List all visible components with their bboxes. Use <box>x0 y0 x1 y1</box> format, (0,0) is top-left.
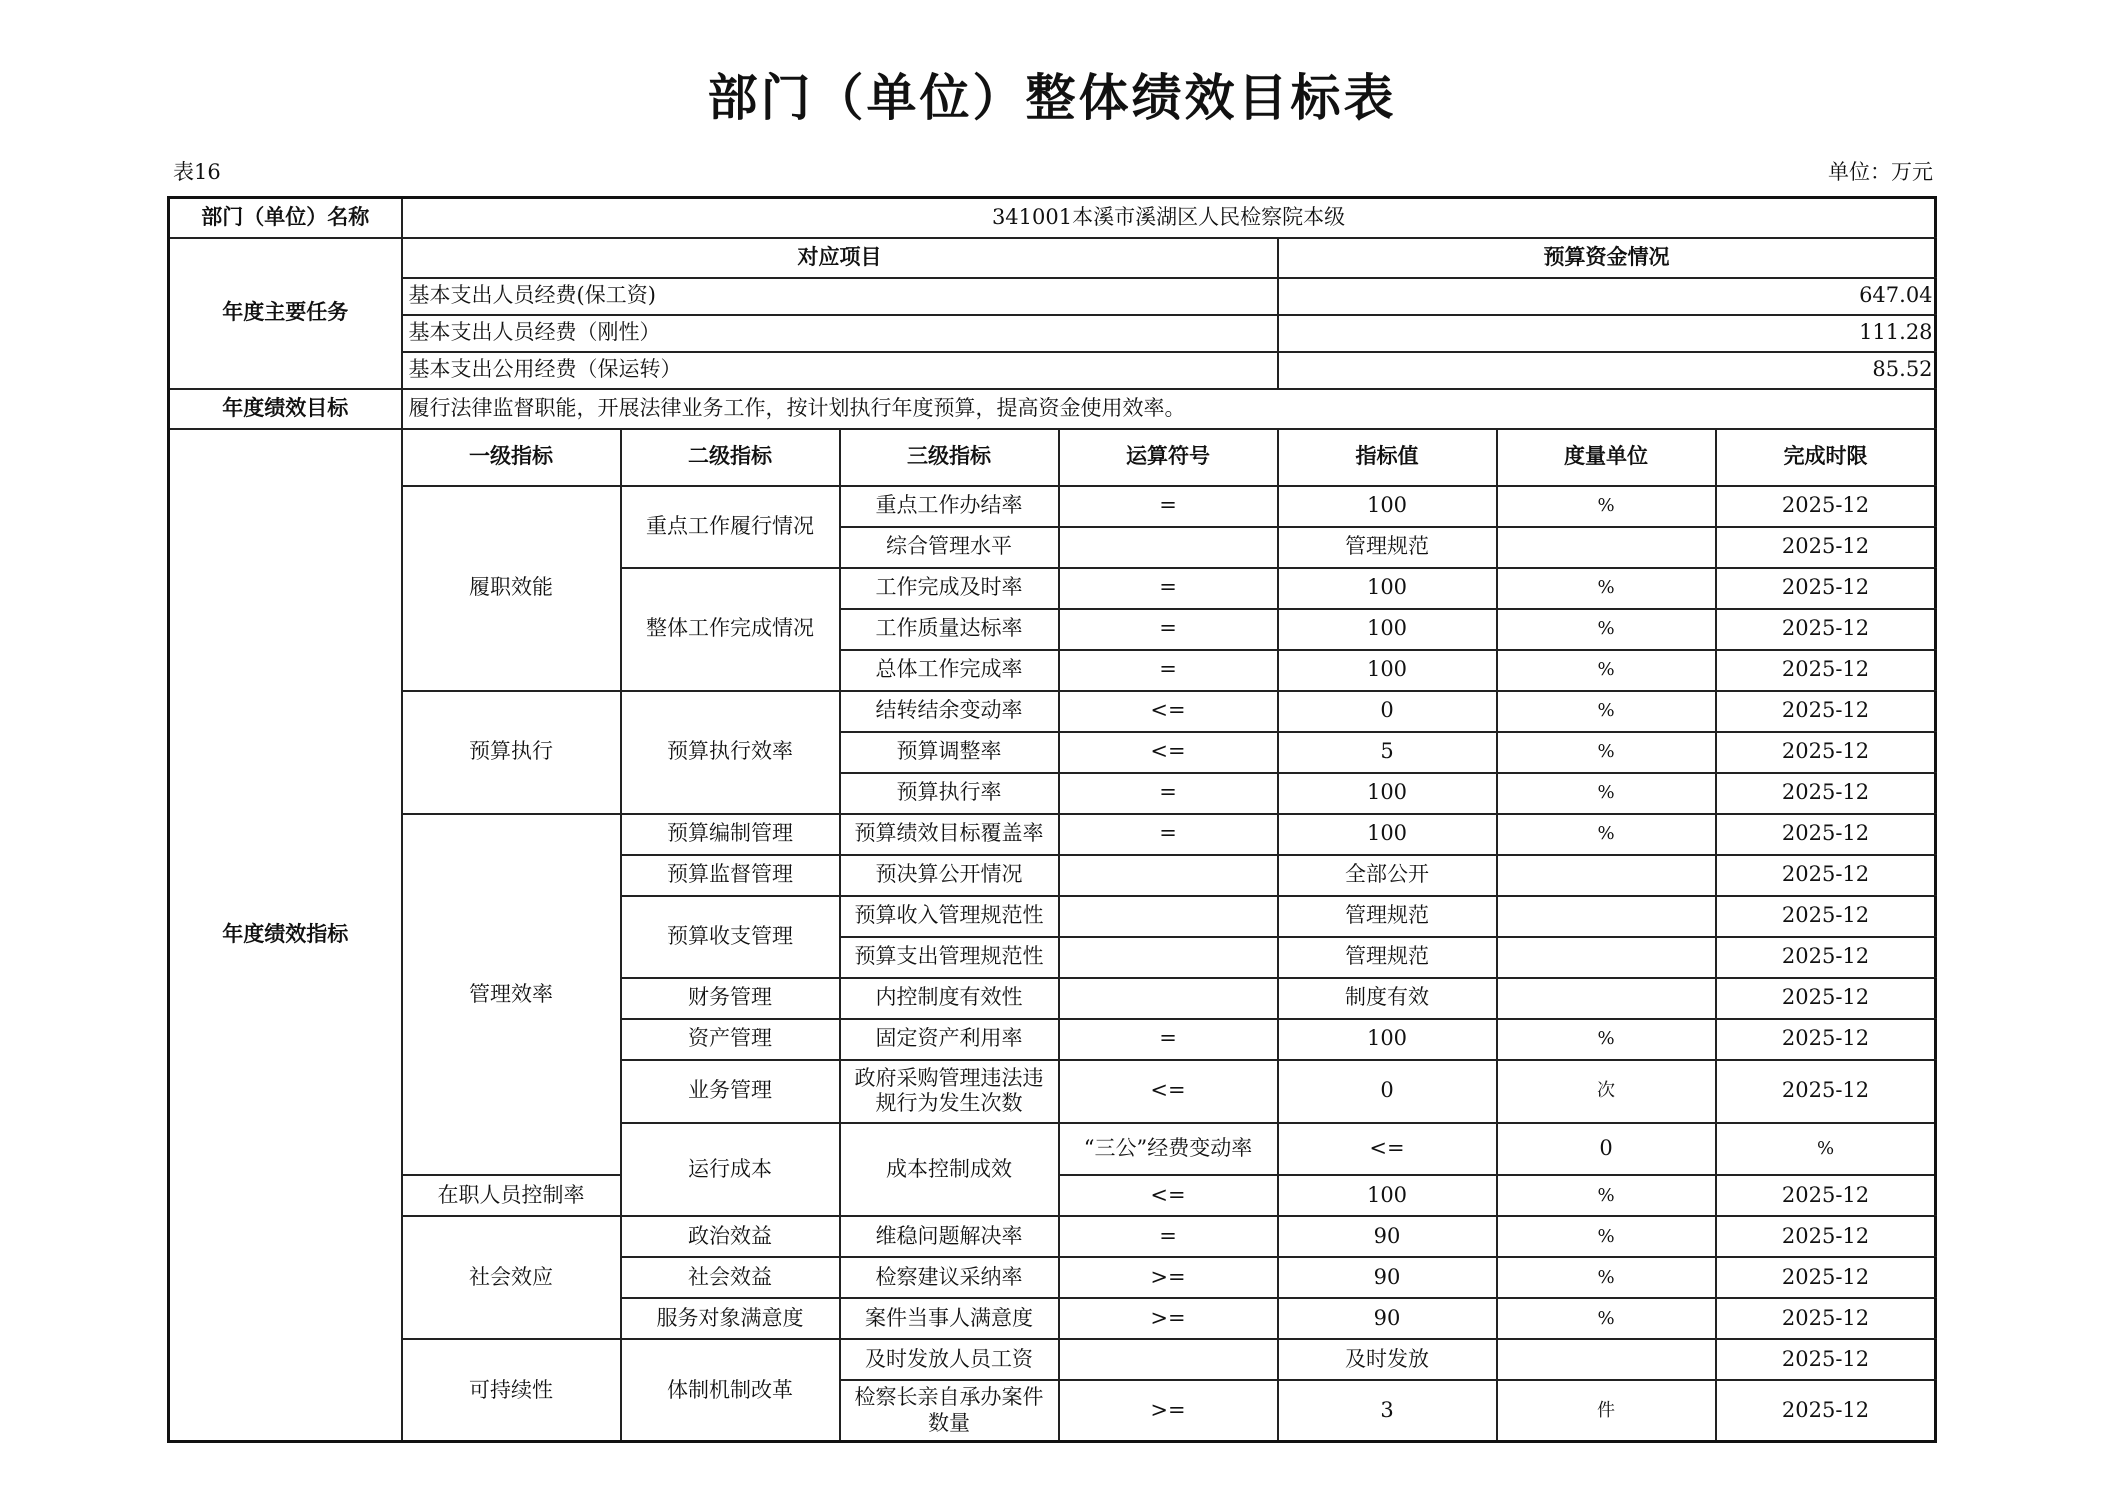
indicator-deadline: 2025-12 <box>1716 732 1936 773</box>
indicator-deadline: 2025-12 <box>1716 978 1936 1019</box>
table-number: 表16 <box>173 160 221 184</box>
indicator-level2: 预算编制管理 <box>621 814 840 855</box>
dept-name-value: 341001本溪市溪湖区人民检察院本级 <box>402 198 1936 238</box>
header-operator: 运算符号 <box>1059 429 1278 486</box>
indicator-operator: = <box>1059 609 1278 650</box>
indicator-unit <box>1497 855 1716 896</box>
indicator-level2: 服务对象满意度 <box>621 1298 840 1339</box>
indicator-deadline: 2025-12 <box>1716 896 1936 937</box>
header-unit: 度量单位 <box>1497 429 1716 486</box>
indicator-value: 管理规范 <box>1278 527 1497 568</box>
task-item: 基本支出人员经费(保工资) <box>402 278 1278 315</box>
dept-name-row <box>169 198 1936 238</box>
indicator-deadline: 2025-12 <box>1716 855 1936 896</box>
indicator-operator: <= <box>1059 1060 1278 1123</box>
indicator-operator <box>1059 896 1278 937</box>
tasks-header-row <box>169 238 1936 278</box>
indicator-unit: % <box>1497 814 1716 855</box>
indicator-deadline: 2025-12 <box>1716 1380 1936 1442</box>
indicator-value: 100 <box>1278 1175 1497 1216</box>
header-l2: 二级指标 <box>621 429 840 486</box>
indicator-level2: 重点工作履行情况 <box>621 486 840 568</box>
indicator-value: 90 <box>1278 1216 1497 1257</box>
indicator-level1: 社会效应 <box>402 1216 621 1339</box>
indicator-level3: 综合管理水平 <box>840 527 1059 568</box>
indicator-level3: “三公”经费变动率 <box>1059 1123 1278 1175</box>
indicator-deadline: 2025-12 <box>1716 1175 1936 1216</box>
indicator-value: 100 <box>1278 814 1497 855</box>
indicator-row <box>169 814 1936 855</box>
indicator-level3: 预算收入管理规范性 <box>840 896 1059 937</box>
indicator-level2: 预算收支管理 <box>621 896 840 978</box>
indicator-level1: 运行成本 <box>621 1123 840 1216</box>
task-item: 基本支出人员经费（刚性） <box>402 315 1278 352</box>
indicator-deadline: 2025-12 <box>1716 609 1936 650</box>
indicator-operator: = <box>1059 1019 1278 1060</box>
unit-label: 单位：万元 <box>1828 160 1933 184</box>
indicator-level2: 整体工作完成情况 <box>621 568 840 691</box>
task-row <box>169 352 1936 389</box>
indicator-unit: % <box>1497 1216 1716 1257</box>
indicator-value: 管理规范 <box>1278 937 1497 978</box>
header-deadline: 完成时限 <box>1716 429 1936 486</box>
task-amount: 111.28 <box>1278 315 1936 352</box>
indicator-unit: % <box>1497 486 1716 527</box>
indicator-value: 90 <box>1278 1298 1497 1339</box>
annual-tasks-label: 年度主要任务 <box>169 238 402 389</box>
indicator-unit: % <box>1497 1257 1716 1298</box>
indicator-level2: 政治效益 <box>621 1216 840 1257</box>
performance-table <box>167 196 1937 1443</box>
indicator-level2: 预算执行效率 <box>621 691 840 814</box>
task-amount: 85.52 <box>1278 352 1936 389</box>
goal-row <box>169 389 1936 429</box>
indicator-unit: % <box>1497 568 1716 609</box>
indicator-level3: 及时发放人员工资 <box>840 1339 1059 1380</box>
indicator-level1: 预算执行 <box>402 691 621 814</box>
indicator-deadline: 2025-12 <box>1716 568 1936 609</box>
indicator-unit <box>1497 937 1716 978</box>
indicator-level3: 政府采购管理违法违规行为发生次数 <box>840 1060 1059 1123</box>
indicator-value: 0 <box>1278 1060 1497 1123</box>
indicator-level1: 可持续性 <box>402 1339 621 1442</box>
indicator-level2: 体制机制改革 <box>621 1339 840 1442</box>
task-row <box>169 278 1936 315</box>
indicator-value: 100 <box>1278 486 1497 527</box>
page-title: 部门（单位）整体绩效目标表 <box>707 69 1397 127</box>
indicator-level2: 资产管理 <box>621 1019 840 1060</box>
header-l3: 三级指标 <box>840 429 1059 486</box>
indicator-level3: 检察长亲自承办案件数量 <box>840 1380 1059 1442</box>
tasks-budget-header: 预算资金情况 <box>1278 238 1936 278</box>
indicator-deadline: 2025-12 <box>1716 650 1936 691</box>
tasks-item-header: 对应项目 <box>402 238 1278 278</box>
indicator-level3: 总体工作完成率 <box>840 650 1059 691</box>
indicator-operator <box>1059 937 1278 978</box>
indicator-unit: % <box>1497 691 1716 732</box>
indicator-operator: >= <box>1059 1380 1278 1442</box>
indicator-operator: = <box>1059 1216 1278 1257</box>
indicator-value: 全部公开 <box>1278 855 1497 896</box>
indicator-value: 90 <box>1278 1257 1497 1298</box>
indicator-level2: 预算监督管理 <box>621 855 840 896</box>
annual-indicators-label: 年度绩效指标 <box>169 429 402 1442</box>
indicator-operator: <= <box>1278 1123 1497 1175</box>
indicator-value: 5 <box>1278 732 1497 773</box>
indicator-unit: % <box>1497 1175 1716 1216</box>
indicator-row <box>169 691 1936 732</box>
indicator-unit: 件 <box>1497 1380 1716 1442</box>
indicator-value: 制度有效 <box>1278 978 1497 1019</box>
indicator-value: 100 <box>1278 1019 1497 1060</box>
indicator-deadline: 2025-12 <box>1716 527 1936 568</box>
indicator-value: 及时发放 <box>1278 1339 1497 1380</box>
indicator-value: 0 <box>1278 691 1497 732</box>
annual-goal-label: 年度绩效目标 <box>169 389 402 429</box>
indicator-level2: 财务管理 <box>621 978 840 1019</box>
indicator-unit <box>1497 896 1716 937</box>
indicator-level3: 预算调整率 <box>840 732 1059 773</box>
indicator-deadline: 2025-12 <box>1716 1257 1936 1298</box>
indicator-level2: 社会效益 <box>621 1257 840 1298</box>
indicator-unit: % <box>1716 1123 1936 1175</box>
indicator-deadline: 2025-12 <box>1716 937 1936 978</box>
header-l1: 一级指标 <box>402 429 621 486</box>
indicator-level3: 重点工作办结率 <box>840 486 1059 527</box>
indicator-operator: >= <box>1059 1257 1278 1298</box>
indicator-deadline: 2025-12 <box>1716 1298 1936 1339</box>
indicator-level3: 检察建议采纳率 <box>840 1257 1059 1298</box>
indicator-deadline: 2025-12 <box>1716 1060 1936 1123</box>
indicator-level3: 维稳问题解决率 <box>840 1216 1059 1257</box>
indicator-level2: 成本控制成效 <box>840 1123 1059 1216</box>
indicator-level1: 管理效率 <box>402 814 621 1175</box>
indicator-row <box>169 1339 1936 1380</box>
indicator-unit: % <box>1497 650 1716 691</box>
indicator-level3: 工作完成及时率 <box>840 568 1059 609</box>
indicator-operator <box>1059 855 1278 896</box>
indicator-level3: 内控制度有效性 <box>840 978 1059 1019</box>
indicator-value: 100 <box>1278 609 1497 650</box>
indicator-operator: <= <box>1059 691 1278 732</box>
indicator-level3: 预算绩效目标覆盖率 <box>840 814 1059 855</box>
indicator-level2: 业务管理 <box>621 1060 840 1123</box>
indicator-level3: 预算支出管理规范性 <box>840 937 1059 978</box>
indicator-deadline: 2025-12 <box>1716 814 1936 855</box>
indicator-level3: 预算执行率 <box>840 773 1059 814</box>
indicator-unit: % <box>1497 732 1716 773</box>
indicator-unit <box>1497 527 1716 568</box>
indicator-operator <box>1059 527 1278 568</box>
indicator-level3: 在职人员控制率 <box>402 1175 621 1216</box>
indicator-deadline: 2025-12 <box>1716 691 1936 732</box>
indicator-level1: 履职效能 <box>402 486 621 691</box>
indicator-level3: 预决算公开情况 <box>840 855 1059 896</box>
indicator-level3: 案件当事人满意度 <box>840 1298 1059 1339</box>
indicator-value: 100 <box>1278 773 1497 814</box>
indicator-unit <box>1497 978 1716 1019</box>
indicator-value: 100 <box>1278 568 1497 609</box>
indicator-deadline: 2025-12 <box>1716 486 1936 527</box>
indicator-unit: 次 <box>1497 1060 1716 1123</box>
indicator-level3: 结转结余变动率 <box>840 691 1059 732</box>
task-item: 基本支出公用经费（保运转） <box>402 352 1278 389</box>
indicator-value: 100 <box>1278 650 1497 691</box>
indicator-level3: 工作质量达标率 <box>840 609 1059 650</box>
annual-goal-text: 履行法律监督职能，开展法律业务工作，按计划执行年度预算，提高资金使用效率。 <box>402 389 1936 429</box>
indicator-operator: = <box>1059 568 1278 609</box>
indicator-unit: % <box>1497 1019 1716 1060</box>
indicator-value: 管理规范 <box>1278 896 1497 937</box>
indicator-deadline: 2025-12 <box>1716 1019 1936 1060</box>
indicator-unit <box>1497 1339 1716 1380</box>
indicator-operator: <= <box>1059 1175 1278 1216</box>
indicator-deadline: 2025-12 <box>1716 773 1936 814</box>
indicator-unit: % <box>1497 1298 1716 1339</box>
indicator-operator: = <box>1059 486 1278 527</box>
indicator-unit: % <box>1497 773 1716 814</box>
indicator-row <box>169 1216 1936 1257</box>
task-row <box>169 315 1936 352</box>
indicator-unit: % <box>1497 609 1716 650</box>
indicator-operator <box>1059 1339 1278 1380</box>
indicator-deadline: 2025-12 <box>1716 1339 1936 1380</box>
indicator-operator: = <box>1059 814 1278 855</box>
indicator-header-row <box>169 429 1936 486</box>
indicator-deadline: 2025-12 <box>1716 1216 1936 1257</box>
task-amount: 647.04 <box>1278 278 1936 315</box>
header-value: 指标值 <box>1278 429 1497 486</box>
indicator-operator: = <box>1059 650 1278 691</box>
dept-name-label: 部门（单位）名称 <box>169 198 402 238</box>
indicator-operator: <= <box>1059 732 1278 773</box>
indicator-value: 0 <box>1497 1123 1716 1175</box>
indicator-operator: >= <box>1059 1298 1278 1339</box>
indicator-level3: 固定资产利用率 <box>840 1019 1059 1060</box>
indicator-row <box>169 486 1936 527</box>
indicator-value: 3 <box>1278 1380 1497 1442</box>
indicator-operator: = <box>1059 773 1278 814</box>
indicator-operator <box>1059 978 1278 1019</box>
